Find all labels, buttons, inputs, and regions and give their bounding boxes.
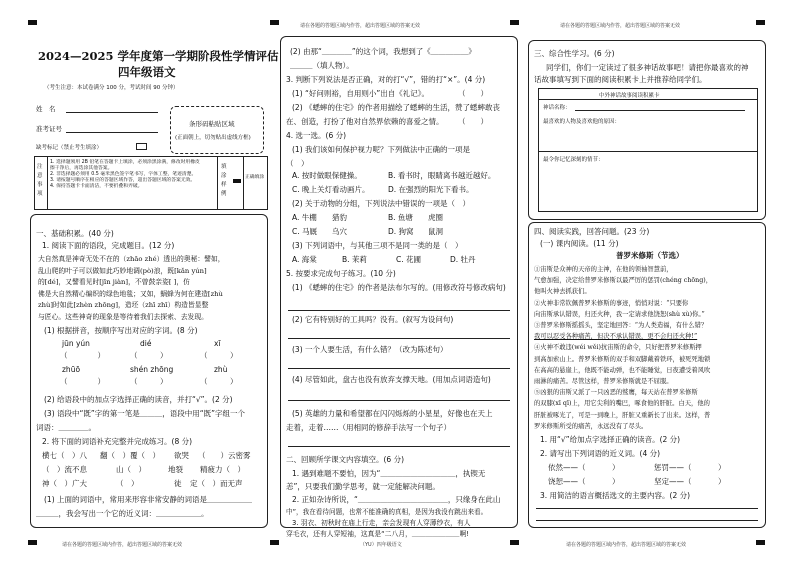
- synonym-label: 依然——（: [548, 463, 586, 472]
- question-2-2b: ＿＿＿（填人物）。: [290, 61, 354, 70]
- footer-note: 请在各题的答题区域内作答，超出答题区域的答案无效: [566, 542, 687, 548]
- question-1-2: (2) 给语段中的加点字选择正确的读音，并打“√”。(2 分): [44, 395, 233, 404]
- reading-q1: 1. 用“√”给加点字选择正确的读音。(2 分): [540, 435, 681, 444]
- passage-line: 的[dé]，又譬看见时[jīn jiàn]，不曾鼓亲姿[ ]，仿: [38, 278, 190, 286]
- recall-1b: 恙”，只要我们勤学思考，就一定能解决问题。: [286, 482, 440, 491]
- corner-mark: [270, 20, 279, 25]
- intro-line: 同学们，你们一定读过了很多神话故事吧！请把你最喜欢的神: [546, 63, 749, 72]
- recall-1: 1. 遇到难题不要怕，因为“＿＿＿＿＿＿＿＿＿＿，执锲无: [292, 469, 486, 478]
- pinyin-label: jūn yún: [62, 339, 90, 348]
- footer-center: （YU）四年级语文: [360, 542, 402, 548]
- recall-3: 3. 羽衣、初秋时在庙上行走，亲会发现有人穿薄纱衣，有人: [292, 519, 471, 527]
- idiom-fill[interactable]: 地裂: [168, 465, 183, 474]
- option: A. 海棠: [292, 255, 317, 264]
- section-2-title: 二、回顾所学课文内容填空。(6 分): [286, 455, 405, 464]
- name-field[interactable]: [66, 112, 158, 113]
- judge-item: 在、创造，打扮了他对自然界依赖的喜爱之情。: [286, 117, 444, 126]
- question-5-2: (2) 它有特别好的工具吗？没有。(叙写为设问句): [292, 315, 454, 324]
- section-1-title: 一、基础积累。(40 分): [36, 229, 114, 238]
- judge-answer[interactable]: （ ）: [458, 117, 488, 126]
- story-line: ⑤凶狠的宙斯又派了一只凶恶的鹫鹰，每天站在普罗米修斯: [534, 389, 698, 397]
- story-line: 他叫火神去抓获们。: [534, 288, 591, 296]
- story-line: 我可以忍受各种痛苦，但决不承认错误，更不会归还火种!”: [534, 333, 698, 341]
- question-4-3: (3) 下列词语中，与其他三项不是同一类的是（ ）: [292, 241, 463, 250]
- barcode-subtitle: (正面朝上，切勿贴出虚线方框): [175, 135, 251, 141]
- section-4-title: 四、阅读实践，回答问题。(23 分): [534, 227, 650, 236]
- option: 乌穴: [332, 227, 347, 236]
- option: 猎豹: [332, 213, 347, 222]
- synonym-close[interactable]: ）: [612, 477, 620, 486]
- idiom-fill[interactable]: 翻（ ）覆（ ）: [100, 451, 160, 460]
- story-line: ③普罗米修斯摇摇头，坚定地回答：“为人类造福，有什么错？: [534, 322, 708, 330]
- subsection-title: (一) 课内阅读。(11 分): [540, 239, 619, 248]
- question-1-1: (1) 根据拼音，按顺序写出对应的字词。(8 分): [44, 326, 198, 335]
- synonym-label: 惩罚——（: [654, 463, 692, 472]
- passage-line: 乱山爬的叶子可以做如此巧妙地调(pò)浪，既[kǎn yún]: [38, 266, 207, 275]
- story-title: 普罗米修斯（节选）: [616, 251, 684, 260]
- intro-line: 话故事填写到下面的阅读积累卡上并推荐给同学们。: [534, 75, 707, 84]
- question-5-3: (3) 一个人要生活，有什么错？（改为陈述句）: [292, 345, 448, 354]
- option: C. 花圃: [396, 255, 422, 264]
- barcode-title: 条形码粘贴区域: [189, 120, 235, 128]
- question-4-2: (2) 关于动物的分组，下列说法中错误的一项是（ ）: [292, 199, 471, 208]
- answer-paren[interactable]: （ ）: [60, 377, 105, 386]
- pinyin-label: xī: [214, 339, 221, 348]
- header-note: 请在各题的答题区域内作答，超出答题区域的答案无效: [560, 23, 681, 29]
- exam-subtitle: （考生注意：本试卷满分 100 分，考试时间 90 分钟）: [44, 85, 179, 91]
- header-note: 请在各题的答题区域内作答，超出答题区域的答案无效: [300, 23, 421, 29]
- option: A. 牛棚: [292, 213, 317, 222]
- footer-note: 请在各题的答题区域内作答，超出答题区域的答案无效: [62, 542, 183, 548]
- answer-paren[interactable]: （ ）: [130, 377, 168, 386]
- absent-label: 缺考标记（禁止考生填涂）: [36, 145, 103, 151]
- idiom-fill[interactable]: （ ）流不息: [42, 465, 87, 474]
- option: B. 茉莉: [342, 255, 367, 264]
- story-line: 的双膝(xī qī)上，用它尖利的嘴巴，啄食他的肝脏。白天，他的: [534, 400, 710, 408]
- passage-line: zhù]时如此[zhèn zhōng]，造坯（zhī zhī）构造皆显整: [38, 301, 209, 309]
- pinyin-label: zhù: [214, 365, 228, 374]
- story-line: 雨淋的痛苦。尽管这样，普罗米修斯就是不屈服。: [534, 378, 673, 386]
- judge-answer[interactable]: （ ）: [458, 89, 488, 98]
- corner-mark: [756, 20, 765, 25]
- recall-3b: 穿毛衣，还有人穿短袖，这真是“二八月，＿＿＿＿＿＿＿啊!: [286, 530, 469, 538]
- option: C. 晚上关灯看动画片。: [292, 185, 370, 194]
- story-line: 在高高的悬崖上，他既不能动弹，也不能睡觉，日夜遭受着风吹: [534, 366, 711, 374]
- question-4-1: (1) 我们该如何保护视力呢？下列做法中正确的一项是: [292, 145, 471, 154]
- reading-card: [538, 88, 758, 212]
- story-line: 向宙斯承认错误，归还火种，我一定请求他饶恕(shù xù)你。”: [534, 310, 705, 318]
- corner-mark: [510, 20, 519, 25]
- option: D. 在强烈的阳光下看书。: [388, 185, 474, 194]
- card-row-label: 最令你记忆深刻的情节：: [543, 157, 604, 163]
- question-5-4: (4) 尽管如此，盘古也没有放弃支撑天地。(用加点词语造句): [292, 375, 491, 384]
- option: 虎圈: [428, 213, 443, 222]
- question-2-2: (2) 由那“＿＿＿＿”的这个词，我想到了《＿＿＿＿＿》: [290, 47, 476, 56]
- notice-item: 3. 请按题号顺序在相应的答题区域作答，超出答题区域的答案无效。: [50, 178, 196, 183]
- answer-line[interactable]: [536, 508, 758, 509]
- answer-paren[interactable]: （ ）: [286, 159, 309, 168]
- option: B. 鱼塘: [388, 213, 413, 222]
- story-line: ④火神不敢违(wéi wěi)抗宙斯的命令，只好把普罗米修斯押: [534, 344, 702, 352]
- question-1-3b: 词语：＿＿＿＿。: [36, 423, 96, 432]
- recall-2: 2. 正如杂诗所说，“＿＿＿＿＿＿＿＿＿＿＿＿，只缘身在此山: [292, 495, 501, 504]
- answer-line[interactable]: [288, 446, 510, 447]
- fill-sample-box: [233, 179, 241, 183]
- passage-line: 佛是大自然精心编织的绿色地毯；又如，蜗蜂为何在建造[zhù: [38, 289, 223, 298]
- story-line: 气愈加强，决定给普罗米修斯以最严厉的惩罚(chéng chōng)，: [534, 277, 713, 285]
- id-field[interactable]: [66, 132, 158, 133]
- notice-item: 4. 保持答题卡卡面清洁，不要折叠和弄破。: [50, 184, 143, 189]
- answer-line[interactable]: [536, 520, 758, 521]
- question-2-1: (1) 上面的词语中，常用来形容非常安静的词语是＿＿＿＿＿＿: [44, 495, 253, 504]
- notice-label: 注意事项: [37, 164, 43, 197]
- answer-paren[interactable]: （ ）: [130, 351, 168, 360]
- synonym-close[interactable]: ）: [718, 477, 726, 486]
- fill-sample-text: 正确填涂: [245, 175, 265, 180]
- option: D. 牡丹: [450, 255, 476, 264]
- idiom-fill[interactable]: 精疲力（ ）: [200, 465, 245, 474]
- reading-q3: 3. 用简洁的语言概括选文的主要内容。(2 分): [540, 491, 691, 500]
- corner-mark: [28, 20, 37, 25]
- answer-line[interactable]: [288, 368, 510, 369]
- section-3-title: 三、综合性学习。(6 分): [534, 49, 615, 58]
- option: 鼠洞: [428, 227, 443, 236]
- question-4: 4. 选一选。(6 分): [286, 131, 347, 140]
- idiom-fill[interactable]: 神（ ）广大: [42, 479, 87, 488]
- answer-line[interactable]: [288, 400, 510, 401]
- absent-checkbox[interactable]: [136, 143, 147, 150]
- option: D. 狗窝: [388, 227, 414, 236]
- idiom-fill[interactable]: 定（ ）而无声: [190, 479, 243, 488]
- recall-2b: 中”，我在看待问题，也常不能准确的真相，是因为我没有跳出来看。: [286, 508, 488, 516]
- answer-paren[interactable]: （ ）: [60, 351, 105, 360]
- idiom-fill[interactable]: 欲哭: [174, 451, 189, 460]
- question-5: 5. 按要求完成句子练习。(10 分): [286, 269, 396, 278]
- judge-item: (2) 《蟋蟀的住宅》的作者用描绘了蟋蟀的生活，赞了蟋蟀敢丧: [292, 103, 501, 112]
- myth-name-field[interactable]: [575, 110, 745, 111]
- idiom-fill[interactable]: （ ）云密雾: [198, 451, 251, 460]
- story-line: ①宙斯是众神的天帝的主神，在他的领袖智慧前，: [534, 266, 673, 273]
- judge-item: (1) “好问则裕，自用则小”出自《礼记》。: [292, 89, 430, 98]
- synonym-close[interactable]: ）: [612, 463, 620, 472]
- pinyin-label: dié: [140, 339, 152, 348]
- exam-title: 2024—2025 学年度第一学期阶段性学情评估: [38, 49, 279, 63]
- question-5-5: (5) 英雄的力量和希望都在闪闪烁烁的小星星，好像也在天上: [292, 409, 493, 418]
- question-3: 3. 判断下列说法是否正确，对的打“√”，错的打“×”。(4 分): [286, 75, 486, 84]
- corner-mark: [270, 540, 279, 545]
- story-text: [534, 264, 762, 432]
- corner-mark: [510, 540, 519, 545]
- question-5-5b: 走着，走着……（用相同的修辞手法写一个句子）: [286, 423, 451, 432]
- option: B. 看书时，眼睛离书越近越好。: [388, 171, 496, 180]
- question-1: 1. 阅读下面的语段，完成题目。(12 分): [42, 241, 175, 250]
- card-title: 中外神话故事阅读积累卡: [599, 93, 660, 99]
- question-2: 2. 将下面的词语补充完整并完成练习。(8 分): [42, 437, 193, 446]
- answer-paren[interactable]: （ ）: [200, 377, 238, 386]
- reading-q2: 2. 请写出下列词语的近义词。(4 分): [540, 449, 661, 458]
- idiom-fill[interactable]: 横七（ ）八: [42, 451, 87, 460]
- fill-label: 填涂样例: [221, 164, 227, 197]
- synonym-close[interactable]: ）: [718, 463, 726, 472]
- id-label: 准考证号: [36, 125, 62, 133]
- synonym-label: 饶恕——（: [548, 477, 586, 486]
- card-row-label: 最喜欢的人物及喜欢他的原因：: [543, 119, 621, 125]
- barcode-area: [170, 106, 264, 154]
- idiom-fill[interactable]: 徒: [174, 479, 182, 488]
- answer-line[interactable]: [288, 338, 510, 339]
- notice-item: 1. 选择题须用 2B 铅笔在答题卡上填涂，必须涂黑涂满，修改时用橡皮擦干净后，再选涂其他答案。: [50, 160, 200, 171]
- passage: [38, 254, 266, 323]
- corner-mark: [28, 540, 37, 545]
- story-line: 肝脏被啄光了，可是一到晚上，肝脏又重新长了出来。这样，普: [534, 411, 711, 419]
- answer-paren[interactable]: （ ）: [200, 351, 238, 360]
- pinyin-label: shén zhōng: [130, 365, 174, 374]
- question-5-1: (1) 《蟋蟀的住宅》的作者是法布尔写的。(用修改符号修改病句): [292, 283, 506, 292]
- story-line: 罗米修斯所受的痛苦，永远没有了尽头。: [534, 422, 648, 430]
- notice-item: 2. 非选择题必须用 0.5 毫米黑色签字笔书写，字体工整，笔迹清楚。: [50, 172, 197, 177]
- pinyin-label: zhūō: [62, 365, 81, 374]
- story-line: ②火神非常钦佩普罗米修斯的事迹，悄悄对说：“只要你: [534, 299, 689, 307]
- option: C. 马厩: [292, 227, 318, 236]
- card-row-label: 神话名称：: [543, 105, 571, 111]
- passage-line: 大自然真是神奇无处不在的（zhāo zhé）透出的奥秘：譬如，: [38, 255, 225, 263]
- question-1-3: (3) 语段中“既”字的第一笔是＿＿＿，语段中用“既”字组一个: [44, 409, 246, 418]
- idiom-fill[interactable]: （ ）: [116, 479, 139, 488]
- notice-block: [34, 156, 268, 210]
- idiom-fill[interactable]: 山（ ）: [116, 465, 146, 474]
- option: A. 按时做眼保健操。: [292, 171, 362, 180]
- corner-mark: [756, 540, 765, 545]
- passage-line: 与匠心。这些神奇的现象是等待着我们去探索、去发现。: [38, 312, 208, 321]
- story-line: 到高加索山上。普罗米修斯的双手和双脚戴着铁环，被死死地锁: [534, 355, 711, 363]
- synonym-label: 坚定——（: [654, 477, 692, 486]
- exam-subject: 四年级语文: [118, 65, 176, 79]
- answer-line[interactable]: [288, 310, 510, 311]
- question-2-1b: ＿＿＿，我会写出一个它的近义词：＿＿＿＿＿＿。: [36, 509, 209, 518]
- notice-list: [50, 160, 200, 190]
- name-label: 姓 名: [36, 105, 56, 113]
